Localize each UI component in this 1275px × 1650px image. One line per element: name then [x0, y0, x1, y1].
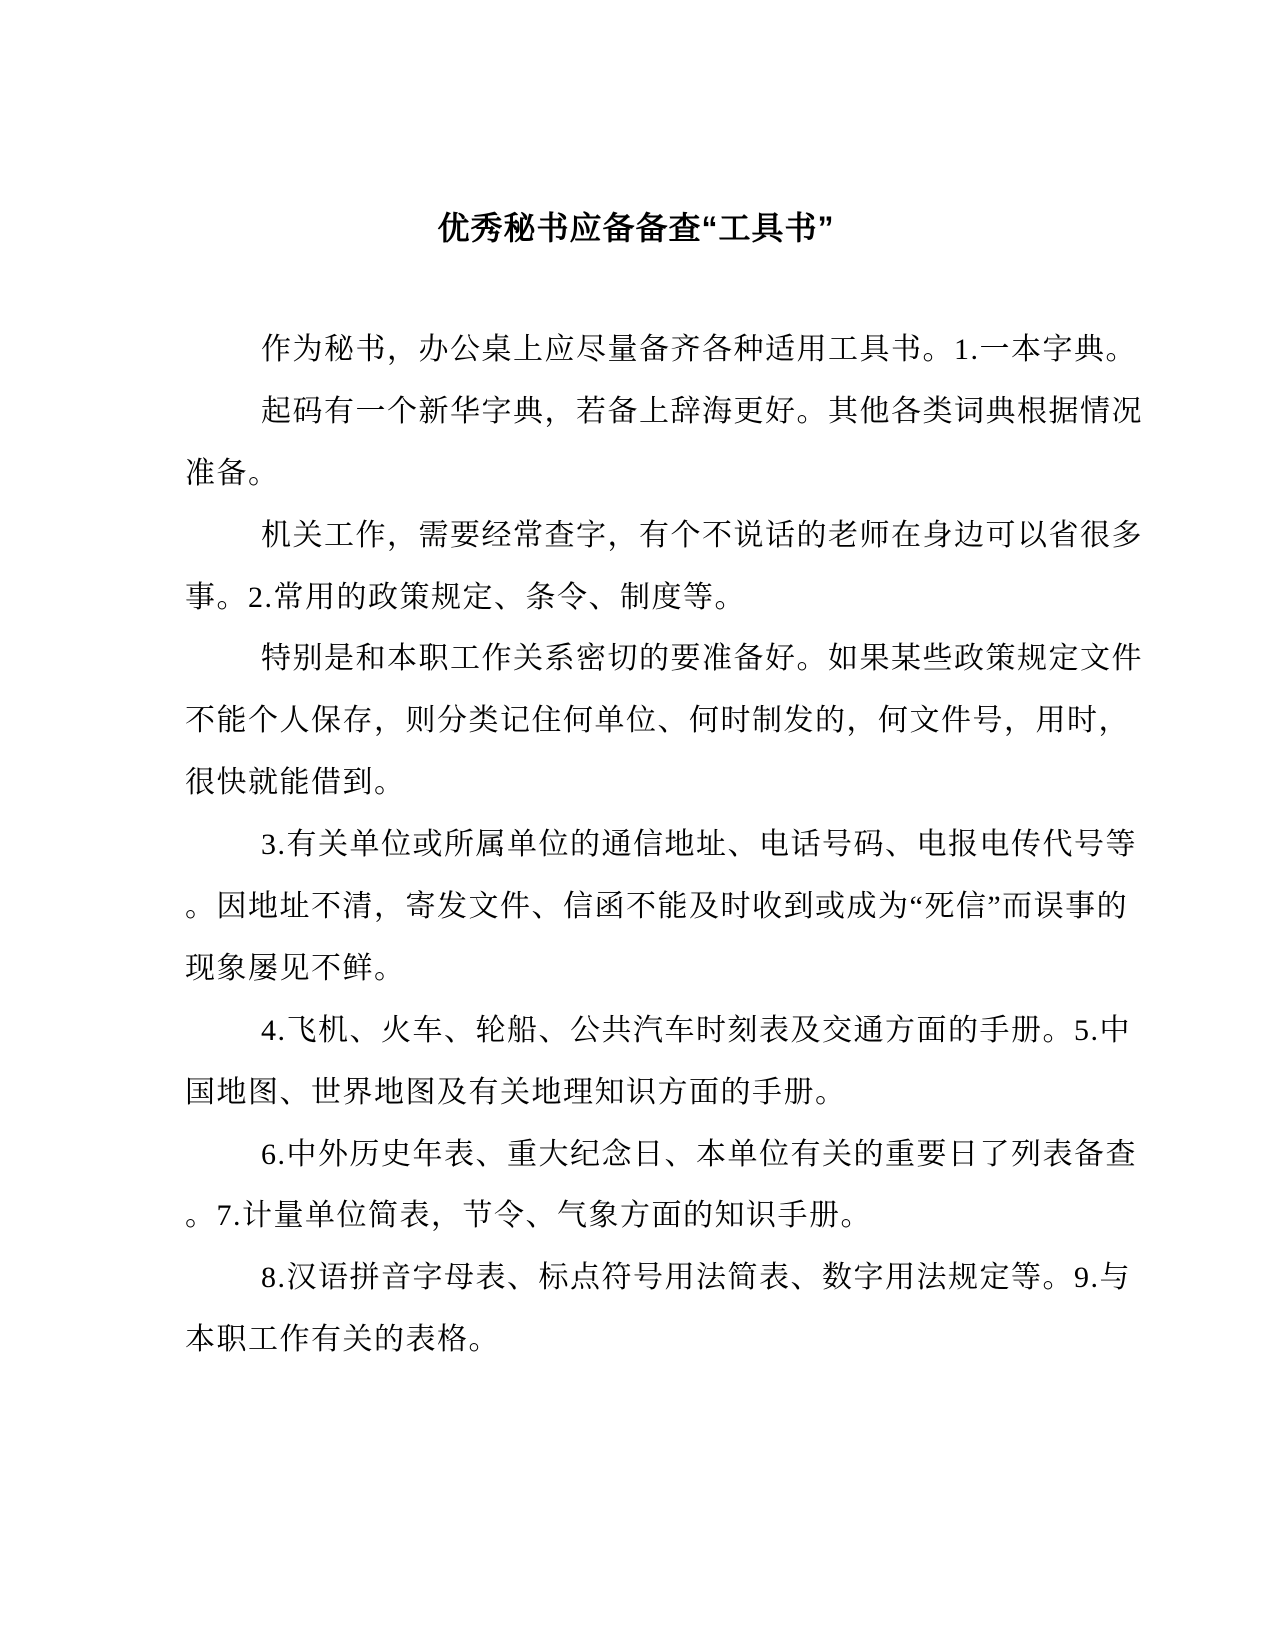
- text-line: 4.飞机、火车、轮船、公共汽车时刻表及交通方面的手册。5.中: [261, 1013, 1131, 1047]
- text-line: 机关工作，需要经常查字，有个不说话的老师在身边可以省很多: [261, 518, 1143, 552]
- text-line: 起码有一个新华字典，若备上辞海更好。其他各类词典根据情况: [261, 394, 1143, 428]
- text-line: 8.汉语拼音字母表、标点符号用法简表、数字用法规定等。9.与: [261, 1261, 1131, 1295]
- text-line: 国地图、世界地图及有关地理知识方面的手册。: [185, 1075, 847, 1109]
- document-title: 优秀秘书应备备查“工具书”: [437, 210, 835, 246]
- text-line: 现象屡见不鲜。: [185, 951, 406, 985]
- text-line: 很快就能借到。: [185, 766, 406, 800]
- text-line: 不能个人保存，则分类记住何单位、何时制发的，何文件号，用时，: [185, 704, 1130, 738]
- document-body: [185, 319, 1143, 1371]
- text-line: 6.中外历史年表、重大纪念日、本单位有关的重要日了列表备查: [261, 1137, 1137, 1171]
- text-line: 特别是和本职工作关系密切的要准备好。如果某些政策规定文件: [261, 642, 1143, 676]
- text-line: 事。2.常用的政策规定、条令、制度等。: [185, 580, 746, 614]
- text-line: 3.有关单位或所属单位的通信地址、电话号码、电报电传代号等: [261, 828, 1137, 862]
- text-line: 准备。: [185, 456, 280, 490]
- text-line: 。7.计量单位简表，节令、气象方面的知识手册。: [185, 1199, 872, 1233]
- text-line: 本职工作有关的表格。: [185, 1323, 500, 1357]
- text-line: 。因地址不清，寄发文件、信函不能及时收到或成为“死信”而误事的: [185, 890, 1129, 924]
- text-line: 作为秘书，办公桌上应尽量备齐各种适用工具书。1.一本字典。: [261, 333, 1137, 366]
